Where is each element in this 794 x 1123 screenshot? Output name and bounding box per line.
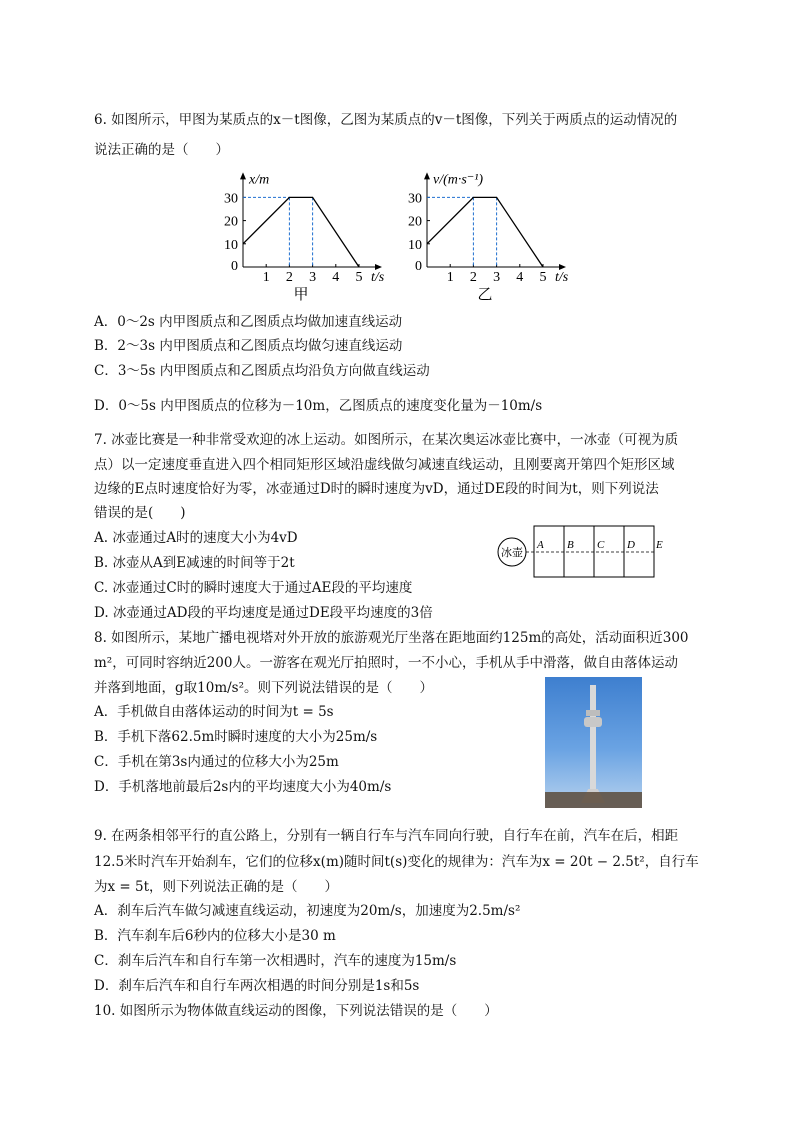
q10-stem-line1: 10. 如图所示为物体做直线运动的图像，下列说法错误的是（ ） — [94, 1003, 498, 1019]
x-tick-label: 4 — [516, 270, 524, 285]
y-tick-label: 20 — [224, 214, 238, 230]
chart-jia — [224, 172, 385, 303]
x-axis-label: t/s — [371, 270, 385, 285]
x-tick-label: 4 — [332, 270, 340, 285]
curling-stone-label: 冰壶 — [501, 547, 523, 559]
chart-caption: 甲 — [293, 287, 309, 303]
q8-stem-line3: 并落到地面，g取10m/s²。则下列说法错误的是（ ） — [94, 680, 434, 696]
x-tick-label: 3 — [493, 270, 501, 285]
q7-option-a: A. 冰壶通过A时的速度大小为4vD — [94, 530, 298, 546]
q9-stem-line2: 12.5米时汽车开始刹车，它们的位移x(m)随时间t(s)变化的规律为：汽车为x = 20t − 2.5t²，自行车 — [94, 854, 699, 870]
q8-stem-line1: 8. 如图所示，某地广播电视塔对外开放的旅游观光厅坐落在距地面约125m的高处，活动面积近300 — [94, 630, 689, 646]
q6-figures — [0, 165, 794, 305]
curling-diagram — [494, 522, 674, 582]
q9-stem-line3: 为x = 5t，则下列说法正确的是（ ） — [94, 879, 339, 895]
series-line — [243, 197, 359, 267]
y-tick-label: 10 — [224, 237, 238, 253]
point-d-label: D — [627, 539, 635, 551]
q9-option-d: D．刹车后汽车和自行车两次相遇的时间分别是1s和5s — [94, 978, 420, 994]
y-tick-label: 30 — [224, 191, 238, 207]
y-tick-label: 30 — [408, 191, 422, 207]
q8-option-b: B．手机下落62.5m时瞬时速度的大小为25m/s — [94, 729, 378, 745]
q8-stem-line2: m²，可同时容纳近200人。一游客在观光厅拍照时，一不小心，手机从手中滑落，做自由落体运动 — [94, 655, 678, 671]
q7-option-d: D. 冰壶通过AD段的平均速度是通过DE段平均速度的3倍 — [94, 605, 433, 621]
x-tick-label: 1 — [262, 270, 270, 285]
x-tick-label: 3 — [309, 270, 317, 285]
x-tick-label: 2 — [285, 270, 293, 285]
q7-option-c: C. 冰壶通过C时的瞬时速度大于通过AE段的平均速度 — [94, 580, 413, 596]
x-axis-label: t/s — [555, 270, 569, 285]
q9-option-a: A．刹车后汽车做匀减速直线运动，初速度为20m/s，加速度为2.5m/s² — [94, 903, 521, 919]
q6-option-c: C．3～5s 内甲图质点和乙图质点均沿负方向做直线运动 — [94, 363, 430, 379]
q9-option-c: C．刹车后汽车和自行车第一次相遇时，汽车的速度为15m/s — [94, 953, 457, 969]
q6-stem-line2: 说法正确的是（ ） — [94, 142, 229, 158]
y-tick-label: 0 — [231, 259, 238, 274]
q7-stem-line2: 点）以一定速度垂直进入四个相同矩形区域沿虚线做匀减速直线运动，且刚要离开第四个矩形区域 — [94, 457, 675, 473]
q9-stem-line1: 9. 在两条相邻平行的直公路上，分别有一辆自行车与汽车同向行驶，自行车在前，汽车在后，相距 — [94, 828, 679, 844]
point-e-label: E — [656, 539, 663, 551]
point-a-label: A — [537, 539, 544, 551]
q7-stem-line1: 7. 冰壶比赛是一种非常受欢迎的冰上运动。如图所示，在某次奥运冰壶比赛中，一冰壶（可视为质 — [94, 432, 679, 448]
chart-yi — [408, 172, 569, 303]
q6-stem-line1: 6. 如图所示，甲图为某质点的x－t图像，乙图为某质点的v－t图像，下列关于两质点的运动情况的 — [94, 112, 678, 128]
y-tick-label: 10 — [408, 237, 422, 253]
x-tick-label: 1 — [446, 270, 454, 285]
q6-option-d: D．0～5s 内甲图质点的位移为－10m，乙图质点的速度变化量为－10m/s — [94, 398, 543, 414]
series-line — [427, 197, 543, 267]
q8-option-c: C．手机在第3s内通过的位移大小为25m — [94, 754, 339, 770]
chart-caption: 乙 — [477, 287, 493, 303]
q6-option-a: A．0～2s 内甲图质点和乙图质点均做加速直线运动 — [94, 314, 403, 330]
y-tick-label: 0 — [415, 259, 422, 274]
q7-option-b: B. 冰壶从A到E减速的时间等于2t — [94, 555, 295, 571]
q7-stem-line4: 错误的是( ) — [94, 505, 186, 521]
tv-tower-photo — [545, 677, 642, 808]
x-tick-label: 5 — [539, 270, 547, 285]
q9-option-b: B．汽车刹车后6秒内的位移大小是30 m — [94, 928, 336, 944]
point-c-label: C — [597, 539, 605, 551]
y-axis-label: v/(m·s⁻¹) — [433, 172, 484, 188]
q6-option-b: B．2～3s 内甲图质点和乙图质点均做匀速直线运动 — [94, 338, 403, 354]
q8-option-a: A．手机做自由落体运动的时间为t = 5s — [94, 704, 334, 720]
q8-option-d: D．手机落地前最后2s内的平均速度大小为40m/s — [94, 779, 392, 795]
y-tick-label: 20 — [408, 214, 422, 230]
y-axis-label: x/m — [249, 172, 270, 188]
point-b-label: B — [567, 539, 574, 551]
q7-stem-line3: 边缘的E点时速度恰好为零，冰壶通过D时的瞬时速度为vD，通过DE段的时间为t，则下列说法 — [94, 481, 659, 497]
x-tick-label: 2 — [469, 270, 477, 285]
x-tick-label: 5 — [355, 270, 363, 285]
